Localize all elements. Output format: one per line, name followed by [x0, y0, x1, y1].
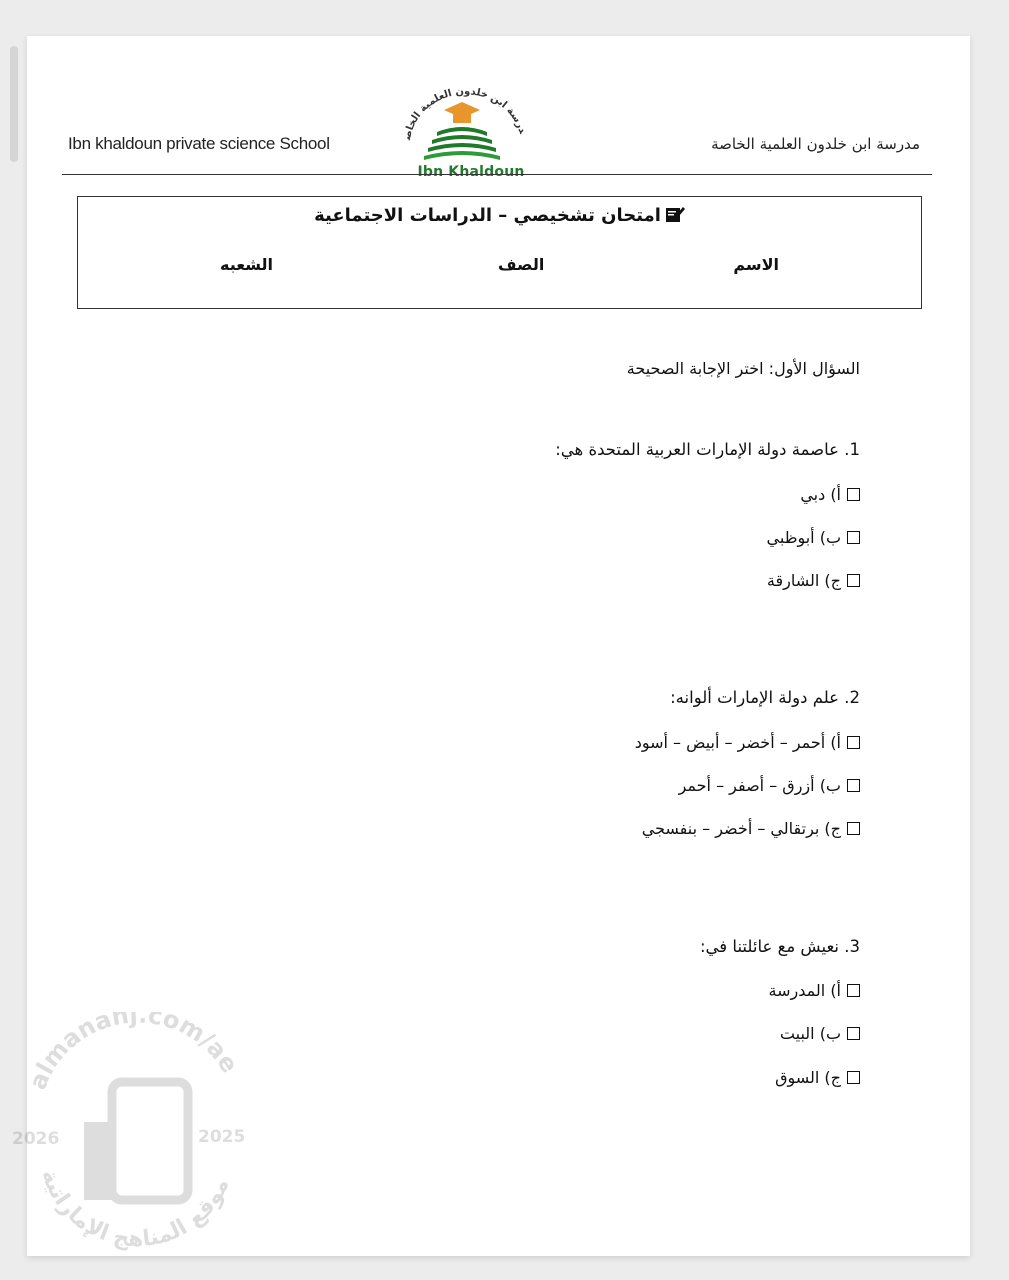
logo-wordmark: Ibn Khaldoun [417, 164, 525, 180]
scrollbar-thumb[interactable] [10, 46, 18, 162]
question-1: 1. عاصمة دولة الإمارات العربية المتحدة هي: [555, 440, 860, 459]
checkbox-icon[interactable] [847, 531, 860, 544]
q2-option-b[interactable]: ب) أزرق – أصفر – أحمر [679, 776, 860, 795]
checkbox-icon[interactable] [847, 736, 860, 749]
question-2: 2. علم دولة الإمارات ألوانه: [670, 688, 860, 707]
q1-option-c[interactable]: ج) الشارقة [767, 571, 860, 590]
school-logo [382, 70, 547, 190]
checkbox-icon[interactable] [847, 1027, 860, 1040]
q2-option-a[interactable]: أ) أحمر – أخضر – أبيض – أسود [635, 733, 860, 752]
checkbox-icon[interactable] [847, 779, 860, 792]
checkbox-icon[interactable] [847, 574, 860, 587]
phone-icon [112, 1082, 188, 1200]
header-divider [62, 174, 932, 175]
checkbox-icon[interactable] [847, 984, 860, 997]
watermark [0, 1012, 270, 1262]
class-label: الصف [498, 255, 545, 274]
school-name-english: Ibn khaldoun private science School [68, 134, 330, 153]
question-3: 3. نعيش مع عائلتنا في: [699, 937, 860, 956]
q3-option-b[interactable]: ب) البيت [780, 1024, 860, 1043]
q1-option-a[interactable]: أ) دبي [800, 485, 860, 504]
watermark-arabic: موقع المناهج الإماراتية [36, 1166, 235, 1253]
checkbox-icon[interactable] [847, 488, 860, 501]
section-heading: السؤال الأول: اختر الإجابة الصحيحة [626, 359, 860, 378]
name-label: الاسم [733, 255, 779, 274]
q3-option-a[interactable]: أ) المدرسة [769, 981, 860, 1000]
exam-info-box [77, 196, 922, 309]
exam-title: امتحان تشخيصي – الدراسات الاجتماعية [314, 205, 661, 226]
q2-option-c[interactable]: ج) برتقالي – أخضر – بنفسجي [642, 819, 860, 838]
watermark-year-left: 2026 [12, 1129, 60, 1149]
q3-option-c[interactable]: ج) السوق [775, 1068, 860, 1087]
exam-title-row [78, 205, 921, 226]
checkbox-icon[interactable] [847, 822, 860, 835]
section-label: الشعبه [220, 255, 274, 274]
watermark-url: almanahj.com/ae [23, 1012, 244, 1094]
school-name-arabic: مدرسة ابن خلدون العلمية الخاصة [711, 135, 920, 153]
svg-text:موقع المناهج الإماراتية [36, 1167, 234, 1253]
checkbox-icon[interactable] [847, 1071, 860, 1084]
q1-option-b[interactable]: ب) أبوظبي [767, 528, 860, 547]
note-edit-icon [665, 205, 685, 223]
watermark-year-right: 2025 [198, 1127, 246, 1147]
logo-arc-text: درسة ابن خلدون العلمية الخاص [401, 86, 528, 141]
